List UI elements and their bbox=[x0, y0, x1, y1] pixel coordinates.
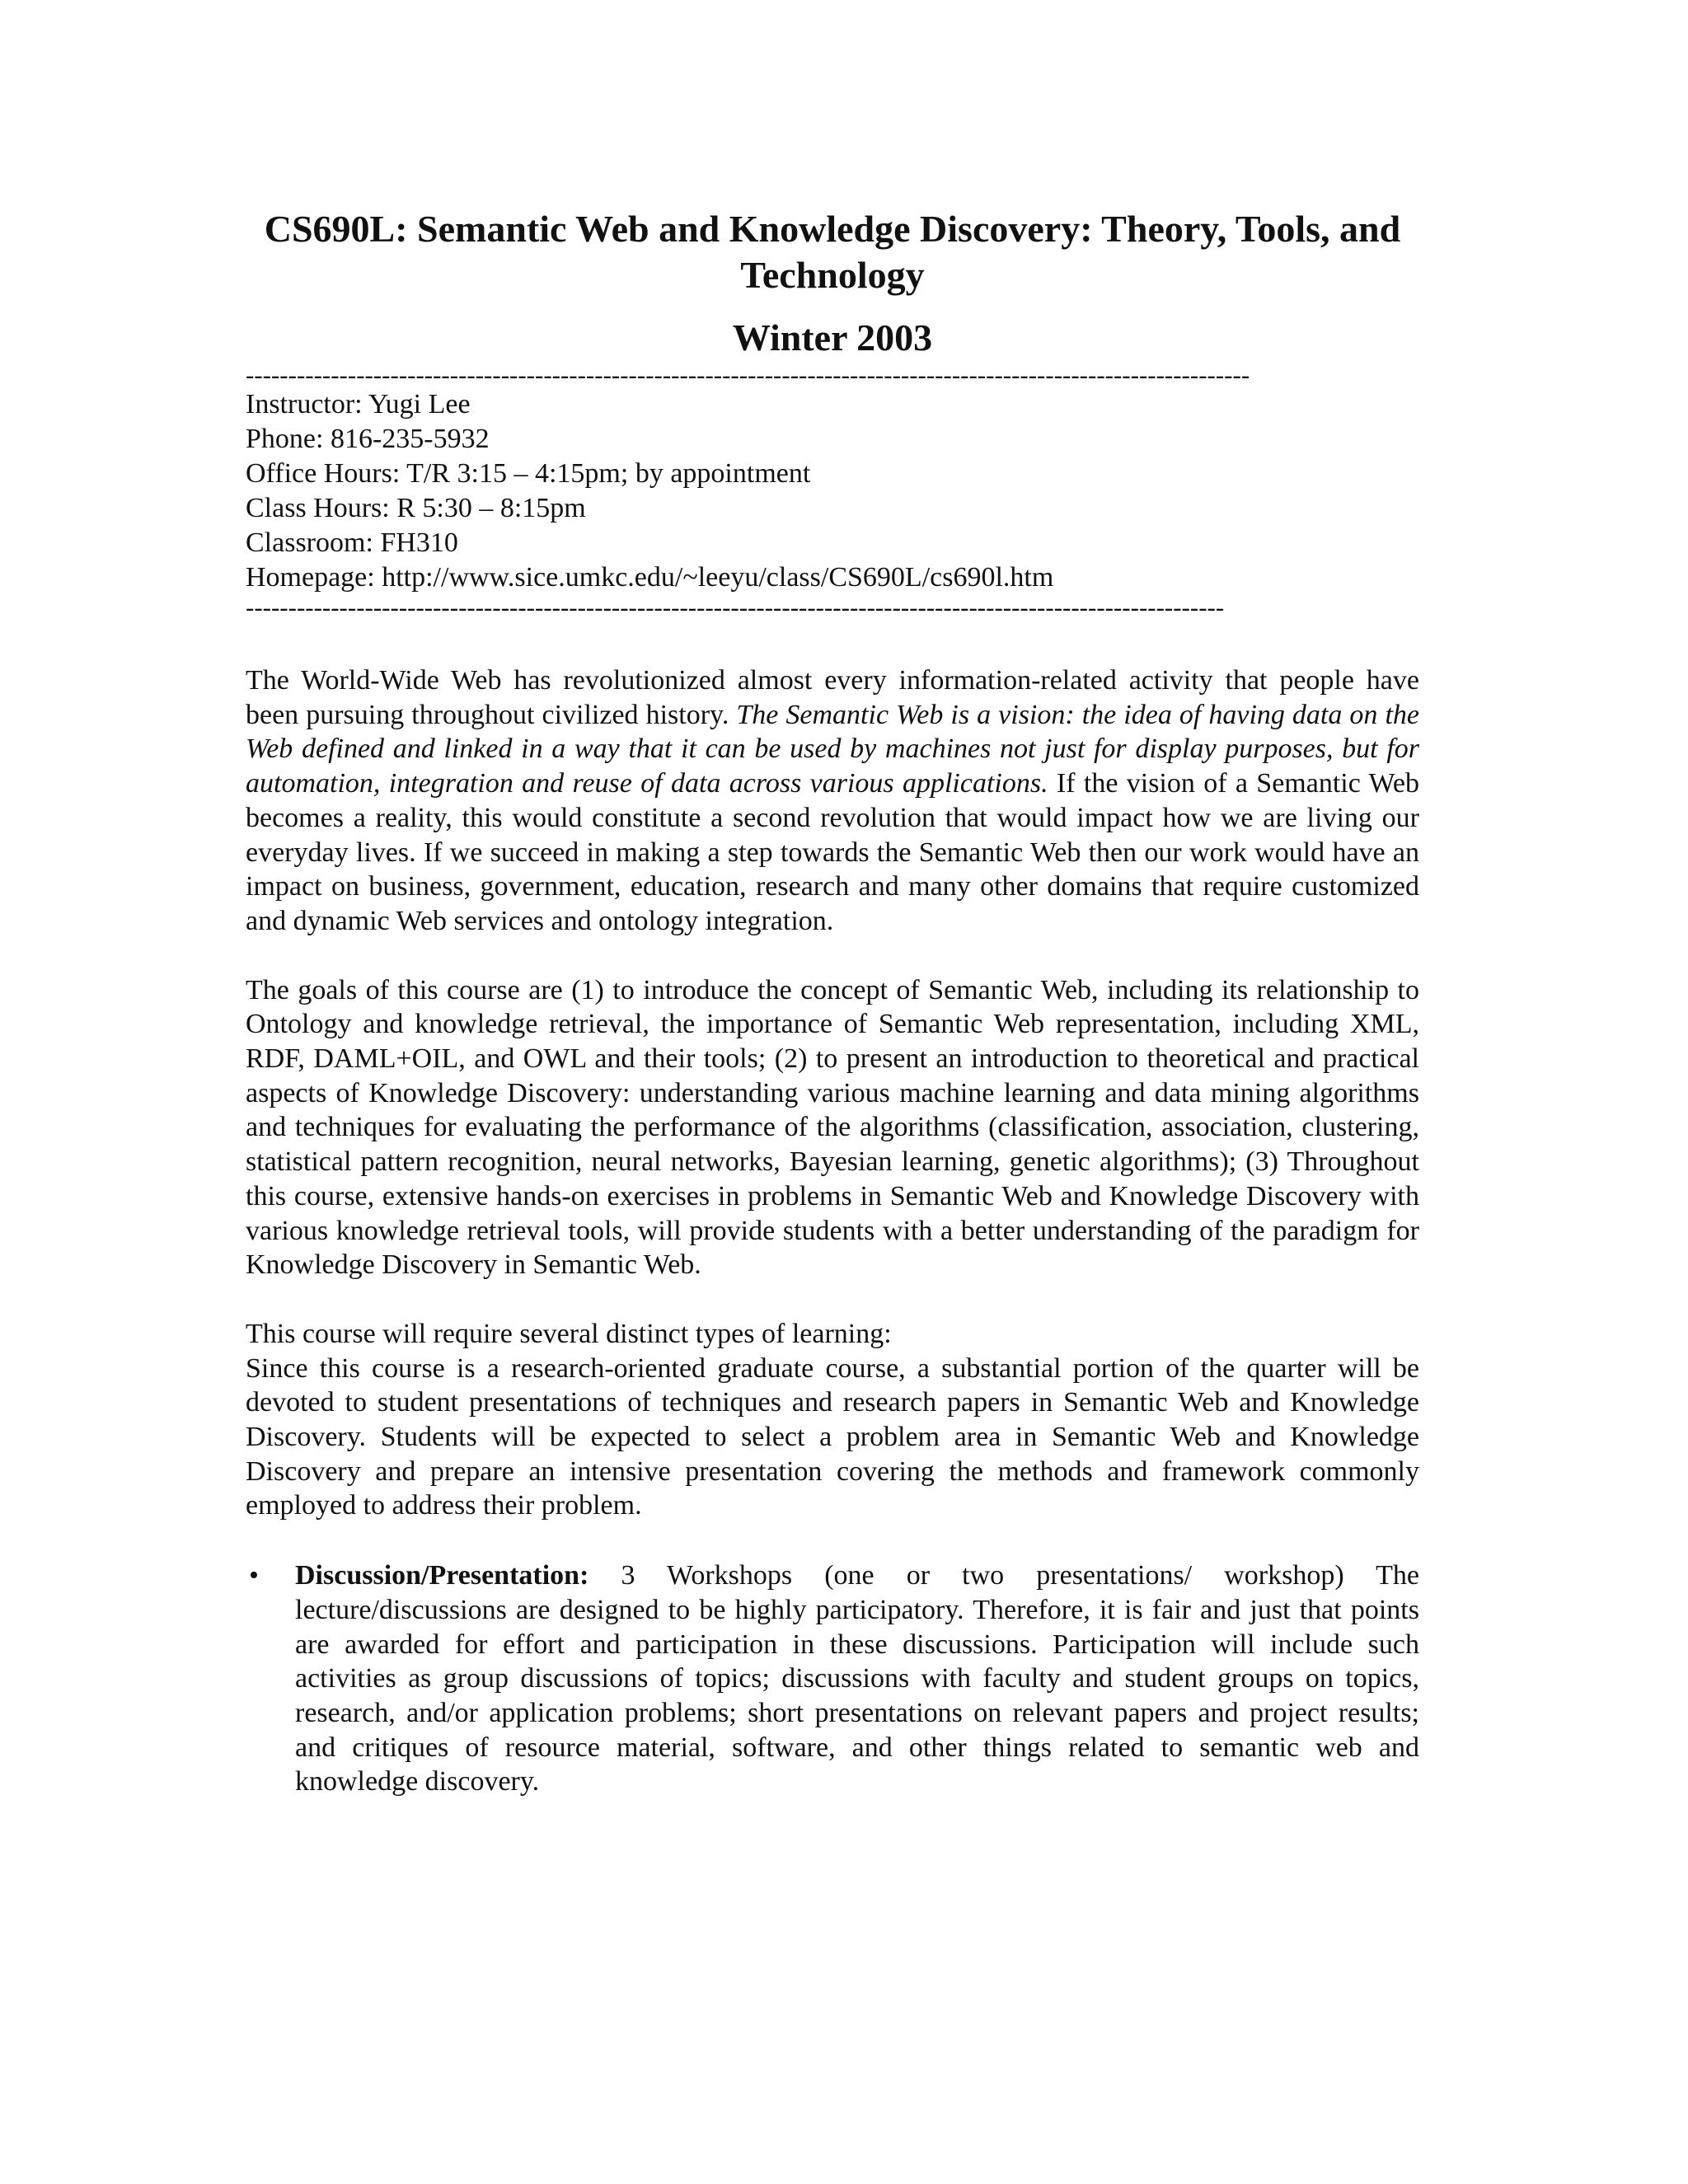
divider-bottom: ------------------------------------------------------------------------------------------------------------------- bbox=[246, 595, 1225, 620]
list-item bbox=[246, 1558, 1419, 1799]
learning-types-list bbox=[246, 1558, 1419, 1799]
learning-intro-line: This course will require several distinct types of learning: bbox=[246, 1318, 892, 1349]
intro-text-end: If the vision of a Semantic Web becomes a reality, this would constitute a second revolution that would impact how we are living our everyday lives. If we succeed in making a step towards the Semantic Web then our work would have an impact on business, government, education, research and many other domains that require customized and dynamic Web services and ontology integration. bbox=[246, 768, 1419, 936]
homepage-line: Homepage: http://www.sice.umkc.edu/~leeyu/class/CS690L/cs690l.htm bbox=[246, 562, 1054, 593]
bullet-text: 3 Workshops (one or two presentations/ workshop) The lecture/discussions are designed to be highly participatory. Therefore, it is fair and just that points are awarded for effort and participation in these discussions. Participation will include such activities as group discussions of topics; discussions with faculty and student groups on topics, research, and/or application problems; short presentations on relevant papers and project results; and critiques of resource material, software, and other things related to semantic web and knowledge discovery. bbox=[295, 1560, 1419, 1797]
divider-top: ---------------------------------------------------------------------------------------------------------------------- bbox=[246, 363, 1250, 387]
intro-italic-definition: The Semantic Web is a vision: the idea of having data on the Web defined and linked in a way that it can be used by machines not just for display purposes, but for automation, integration and reuse of data across various applications. bbox=[246, 699, 1419, 799]
classroom-line: Classroom: FH310 bbox=[246, 527, 458, 558]
intro-paragraph bbox=[246, 663, 1419, 939]
instructor-line: Instructor: Yugi Lee bbox=[246, 389, 471, 419]
course-title: CS690L: Semantic Web and Knowledge Discovery: Theory, Tools, and Technology bbox=[264, 208, 1401, 296]
intro-text-start: The World-Wide Web has revolutionized almost every information-related activity that people have been pursuing throughout civilized history. bbox=[246, 665, 1419, 730]
office-hours-line: Office Hours: T/R 3:15 – 4:15pm; by appointment bbox=[246, 458, 811, 489]
goals-paragraph: The goals of this course are (1) to introduce the concept of Semantic Web, including its relationship to Ontology and knowledge retrieval, the importance of Semantic Web representation, including XML, RDF, DAML+OIL, and OWL and their tools; (2) to present an introduction to theoretical and practical aspects of Knowledge Discovery: understanding various machine learning and data mining algorithms and techniques for evaluating the performance of the algorithms (classification, association, clustering, statistical pattern recognition, neural networks, Bayesian learning, genetic algorithms); (3) Throughout this course, extensive hands-on exercises in problems in Semantic Web and Knowledge Discovery with various knowledge retrieval tools, will provide students with a better understanding of the paradigm for Knowledge Discovery in Semantic Web. bbox=[246, 974, 1419, 1281]
learning-body-text: Since this course is a research-oriented graduate course, a substantial portion of the quarter will be devoted to student presentations of techniques and research papers in Semantic Web and Knowledge Discovery. Students will be expected to select a problem area in Semantic Web and Knowledge Discovery and prepare an intensive presentation covering the methods and framework commonly employed to address their problem. bbox=[246, 1352, 1419, 1521]
syllabus-page bbox=[246, 206, 1419, 1799]
phone-line: Phone: 816-235-5932 bbox=[246, 424, 490, 454]
bullet-icon: • bbox=[249, 1560, 259, 1591]
course-info-block bbox=[246, 387, 1419, 595]
bullet-label: Discussion/Presentation: bbox=[295, 1560, 589, 1591]
learning-paragraph bbox=[246, 1317, 1419, 1523]
course-term: Winter 2003 bbox=[732, 316, 933, 359]
class-hours-line: Class Hours: R 5:30 – 8:15pm bbox=[246, 493, 586, 523]
